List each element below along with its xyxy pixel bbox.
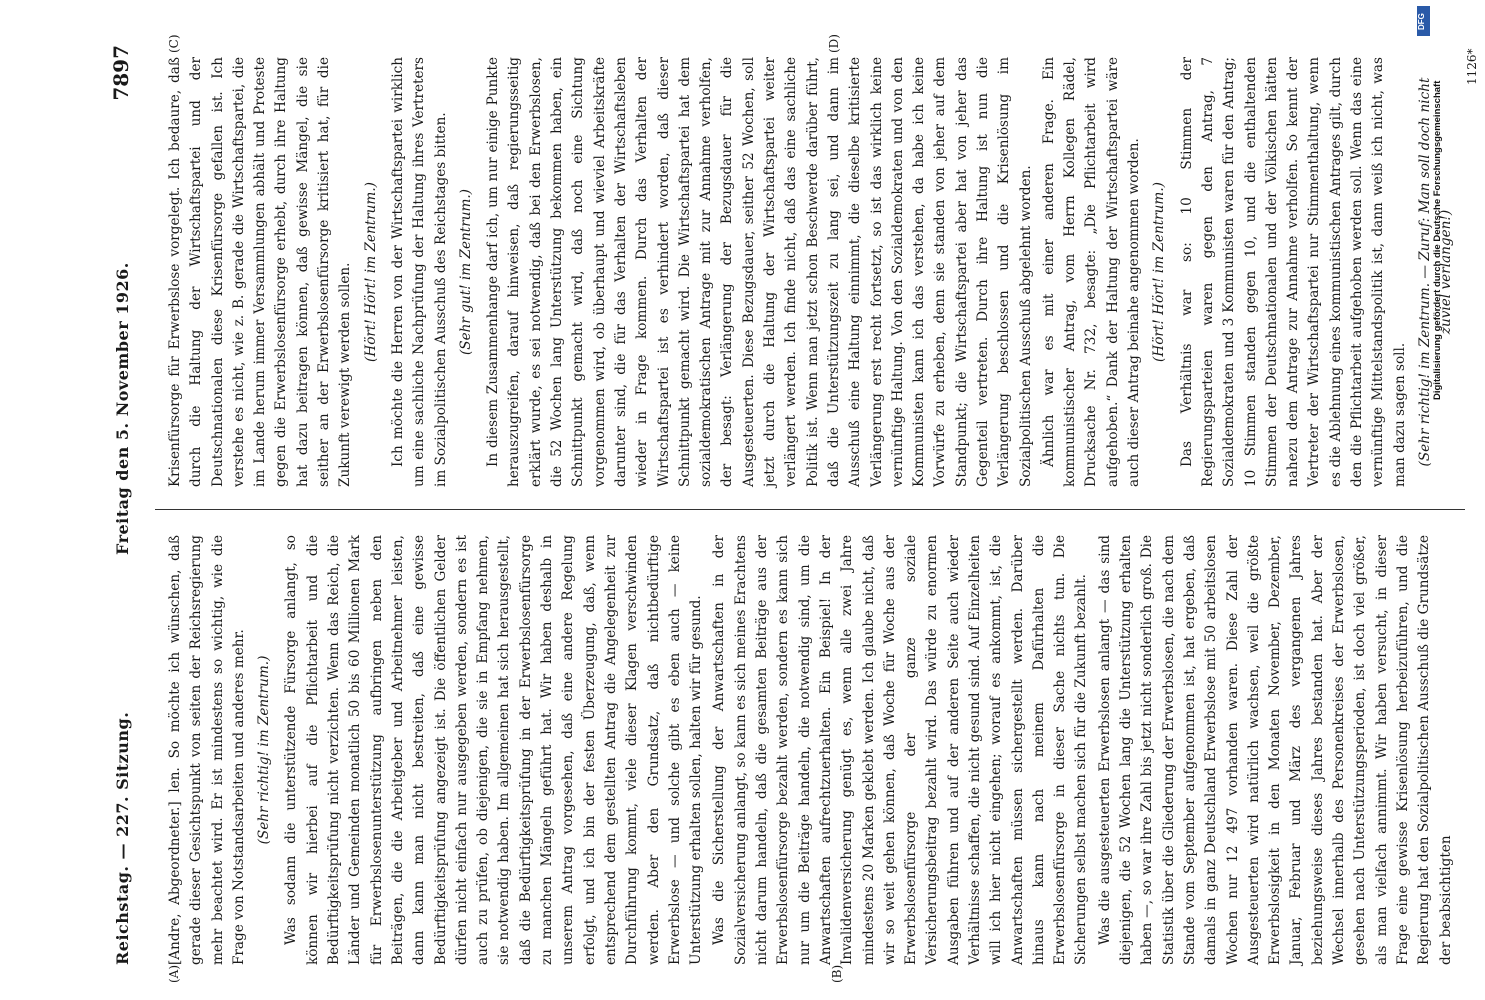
page-signature: 1126* [1465, 48, 1479, 85]
interjection: (Hört! Hört! im Zentrum.) [362, 182, 379, 362]
paragraph: Was sodann die unterstützende Fürsorge anlangt, so können wir hierbei auf die Pflichtarbeit und die Bedürftigkeitsprüfung nicht verzichten. Wenn das Reich, die Länder und Gemeinden monatlich 50 bis 60 Millionen Mark für Erwerbslosenunterstützung aufbringen neben den Beiträgen, die die Arbeitgeber und Arbeitnehmer leisten, dann kann man nicht bestreiten, daß eine gewisse Bedürftigkeitsprüfung angezeigt ist. Die öffentlichen Gelder dürfen nicht einfach nur ausgegeben werden, sondern es ist auch zu prüfen, ob diejenigen, die sie in Empfang nehmen, sie notwendig haben. Im allgemeinen hat sich herausgestellt, daß die Bedürftigkeitsprüfung in der Erwerbslosenfürsorge zu manchen Mängeln geführt hat. Wir haben deshalb in unserem Antrag vorgesehen, daß eine andere Regelung erfolgt, und ich bin der festen Überzeugung, daß, wenn entsprechend dem gestellten Antrag die Angelegenheit zur Durchführung kommt, viele dieser Klagen verschwinden werden. Aber den Grundsatz, daß nichtbedürftige Erwerbslose — und solche gibt es eben auch — keine Unterstützung erhalten sollen, halten wir für gesund. [283, 535, 705, 965]
marker-c: (C) [167, 34, 181, 53]
marker-d: (D) [827, 34, 841, 53]
column-divider [155, 509, 1465, 510]
paragraph: Was die ausgesteuerten Erwerbslosen anlangt — das sind diejenigen, die 52 Wochen lang die Unterstützung erhalten haben —, so war ihre Zahl bis jetzt nicht sonderlich groß. Die Statistik über die Gliederung der Erwerbslosen, die nach dem Stande vom September aufgenommen ist, hat ergeben, daß damals in ganz Deutschland Erwerbslose mit 50 arbeitslosen Wochen nur 12 497 vorhanden waren. Diese Zahl der Ausgesteuerten wird natürlich wachsen, weil die größte Erwerbslosigkeit in den Monaten November, Dezember, Januar, Februar und März des vergangenen Jahres beziehungsweise dieses Jahres bestanden hat. Aber der Wechsel innerhalb des Personenkreises der Erwerbslosen, gesehen nach Unterstützungsperioden, ist doch viel größer, als man vielfach annimmt. Wir haben versucht, in dieser Frage eine gewisse Krisenlösung herbeizuführen, und die Regierung hat den Sozialpolitischen Ausschuß die Grundsätze der beabsichtigten [1096, 535, 1454, 965]
interjection: (Hört! Hört! im Zentrum.) [1151, 182, 1168, 362]
paragraph: Was die Sicherstellung der Anwartschaften in der Sozialversicherung anlangt, so kann es sich meines Erachtens nicht darum handeln, daß die gesamten Beiträge aus der Erwerbslosenfürsorge bezahlt werden, sondern es kann sich nur um die Beiträge handeln, die notwendig sind, um die Anwartschaften aufrechtzuerhalten. Ein Beispiel! In der Invalidenversicherung genügt es, wenn alle zwei Jahre mindestens 20 Marken geklebt werden. Ich glaube nicht, daß wir so weit gehen können, daß Woche für Woche aus der Erwerbslosenfürsorge der ganze soziale Versicherungsbeitrag bezahlt wird. Das würde zu enormen Ausgaben führen und auf der anderen Seite auch wieder Verhältnisse schaffen, die nicht gesund sind. Auf Einzelheiten will ich hier nicht eingehen; worauf es ankommt, ist, die Anwartschaften müssen sichergestellt werden. Darüber hinaus kann nach meinem Dafürhalten die Erwerbslosenfürsorge in dieser Sache nichts tun. Die Sicherungen selbst machen sich für die Zukunft bezahlt. [711, 535, 1090, 965]
paragraph: Ich möchte die Herren von der Wirtschaftspartei wirklich um eine sachliche Nachprüfung der Haltung ihres Vertreters im Sozialpolitischen Ausschuß des Reichstages bitten. [389, 57, 449, 487]
dfg-logo: DFG [1417, 6, 1430, 36]
digitization-credit: Digitalisierung gefördert durch die Deutsche Forschungsgemeinschaft [1432, 80, 1443, 400]
paragraph: In diesem Zusammenhange darf ich, um nur einige Punkte herauszugreifen, darauf hinweisen, daß regierungsseitig erklärt wurde, es sei notwendig, daß bei den Erwerbslosen, die 52 Wochen lang Unterstützung bekommen haben, ein Schnittpunkt gemacht wird, daß noch eine Sichtung vorgenommen wird, ob überhaupt und wieviel Arbeitskräfte darunter sind, die für das Verhalten der Wirtschaftsleben wieder in Frage kommen. Durch das Verhalten der Wirtschaftspartei ist es verhindert worden, daß dieser Schnittpunkt gemacht wird. Die Wirtschaftspartei hat dem sozialdemokratischen Antrage mit zur Annahme verholfen, der besagt: Verlängerung der Bezugsdauer für die Ausgesteuerten. Diese Bezugsdauer, seither 52 Wochen, soll jetzt durch die Haltung der Wirtschaftspartei weiter verlängert werden. Ich finde nicht, daß das eine sachliche Politik ist. Wenn man jetzt schon Beschwerde darüber führt, daß die Unterstützungszeit zu lang sei, und dann im Ausschuß eine Haltung einnimmt, die dieselbe kritisierte Verlängerung erst recht fortsetzt, so ist das wirklich keine vernünftige Haltung. Von den Sozialdemokraten und von den Kommunisten kann ich das verstehen, da habe ich keine Vorwürfe zu erheben, denn sie standen von jeher auf dem Standpunkt; die Wirtschaftspartei aber hat von jeher das Gegenteil vertreten. Durch ihre Haltung ist nun die Verlängerung beschlossen und die Krisenlösung im Sozialpolitischen Ausschuß abgelehnt worden. [485, 57, 1034, 487]
paragraph: Ähnlich war es mit einer anderen Frage. Ein kommunistischer Antrag, vom Herrn Kollegen Rädel, Drucksache Nr. 732, besagte: „Die Pflichtarbeit wird aufgehoben.“ Dank der Haltung der Wirtschaftspartei wäre auch dieser Antrag beinahe angenommen worden. [1040, 57, 1143, 487]
left-column [165, 535, 1459, 965]
marker-a: (A) [167, 964, 181, 983]
interjection: (Sehr gut! im Zentrum.) [457, 189, 474, 355]
rotated-page [95, 34, 1485, 983]
paragraph: Krisenfürsorge für Erwerbslose vorgelegt. Ich bedaure, daß durch die Haltung der Wirtschaftspartei und der Deutschnationalen diese Krisenfürsorge gefallen ist. Ich verstehe es nicht, wie z. B. gerade die Wirtschaftspartei, die im Lande herum immer Versammlungen abhält und Proteste gegen die Erwerbslosenfürsorge erhebt, durch ihre Haltung hat dazu beitragen können, daß gewisse Mängel, die sie seither an der Erwerbslosenfürsorge kritisiert hat, für die Zukunft verewigt werden sollen. [167, 57, 354, 487]
marker-b: (B) [830, 964, 844, 983]
header-session: Reichstag. — 227. Sitzung. [113, 711, 132, 965]
paragraph: [Andre, Abgeordneter.] len. So möchte ich wünschen, daß gerade dieser Gesichtspunkt von seiten der Reichsregierung mehr beachtet wird. Er ist mindestens so wichtig, wie die Frage von Notstandsarbeiten und anderes mehr. [167, 535, 247, 965]
page-header [95, 45, 155, 965]
paragraph: Das Verhältnis war so: 10 Stimmen der Regierungsparteien waren gegen den Antrag, 7 Sozialdemokraten und 3 Kommunisten waren für den Antrag; 10 Stimmen standen gegen 10, und die enthaltenden Stimmen der Deutschnationalen und der Völkischen hätten nahezu dem Antrage zur Annahme verholfen. So kennt der Vertreter der Wirtschaftspartei nur Stimmenthaltung, wenn es die Ablehnung eines kommunistischen Antrages gilt, durch den die Pflichtarbeit aufgehoben werden soll. Wenn das eine vernünftige Mittelstandspolitik ist, dann weiß ich nicht, was man dazu sagen soll. [1178, 57, 1408, 487]
interjection: (Sehr richtig! im Zentrum. — Zuruf: Man soll doch nicht zuviel verlangen!) [1416, 77, 1455, 467]
right-column [165, 57, 1464, 487]
interjection: (Sehr richtig! im Zentrum.) [256, 655, 273, 845]
page-number: 7897 [109, 45, 133, 101]
header-date: Freitag den 5. November 1926. [113, 262, 132, 555]
